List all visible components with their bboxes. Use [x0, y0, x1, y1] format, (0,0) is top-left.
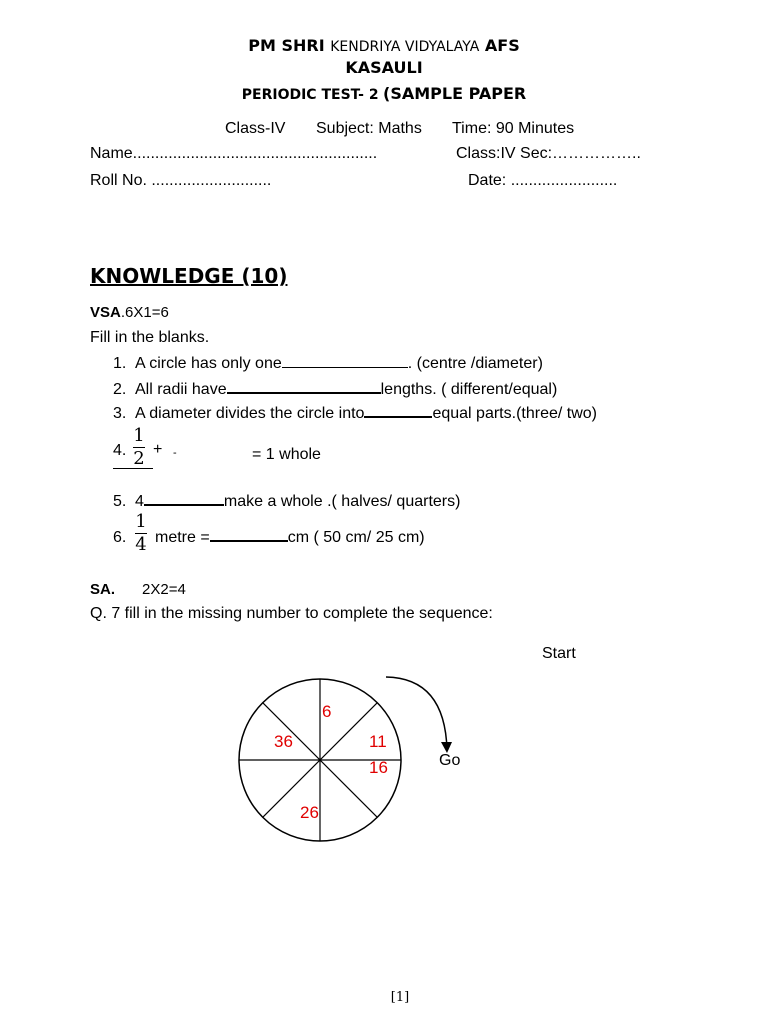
question-4-number: 4. [113, 442, 127, 459]
answer-blank [210, 539, 288, 542]
question-4-result: = 1 whole [252, 446, 321, 463]
question-text: A diameter divides the circle into [135, 405, 365, 422]
wheel-number-26: 26 [300, 803, 319, 822]
start-label: Start [542, 645, 576, 662]
wheel-number-36: 36 [274, 732, 293, 751]
question-6-text [155, 529, 425, 547]
test-title [0, 84, 768, 104]
question-6-fraction [135, 513, 147, 554]
question-4-dash: - [173, 447, 177, 459]
vsa-instruction: Fill in the blanks. [90, 329, 210, 346]
question-4-plus: + [153, 441, 163, 458]
school-name-part2: KENDRIYA VIDYALAYA [330, 39, 480, 55]
question-text: metre = [155, 529, 210, 546]
time-label: Time: 90 Minutes [452, 120, 575, 137]
question-1 [113, 355, 543, 373]
fraction-numerator: 1 [133, 425, 145, 446]
subject-label: Subject: Maths [316, 120, 422, 137]
page-number: [1] [390, 990, 410, 1005]
sa-label: SA. [90, 581, 116, 598]
fraction-numerator: 1 [135, 511, 147, 532]
answer-blank [227, 391, 381, 394]
question-options: equal parts.(three/ two) [432, 405, 597, 422]
sa-marks: 2X2=4 [142, 581, 186, 598]
question-options: make a whole .( halves/ quarters) [223, 493, 461, 510]
school-name-part1: PM SHRI [248, 36, 325, 55]
date-field: Date: ........................ [468, 172, 618, 189]
question-2 [113, 381, 558, 399]
question-number: 1. [113, 355, 127, 372]
question-number: 3. [113, 405, 127, 422]
question-text: A circle has only one [135, 355, 282, 372]
question-3 [113, 405, 597, 423]
answer-blank [364, 415, 432, 418]
question-6-number: 6. [113, 529, 127, 546]
answer-blank [144, 503, 224, 506]
roll-no-field: Roll No. ........................... [90, 172, 272, 189]
wheel-number-6: 6 [322, 702, 332, 721]
question-4-fraction [133, 427, 145, 468]
answer-blank [282, 366, 408, 368]
question-text: All radii have [135, 381, 227, 398]
vsa-marks: .6X1=6 [120, 304, 169, 321]
question-options: lengths. ( different/equal) [380, 381, 558, 398]
vsa-label: VSA [90, 304, 121, 321]
sequence-wheel [230, 660, 470, 875]
section-title: KNOWLEDGE (10) [90, 264, 288, 288]
fraction-denominator: 4 [135, 534, 147, 555]
name-field: Name....................................................... [90, 145, 378, 162]
question-number: 2. [113, 381, 127, 398]
class-label: Class-IV [225, 120, 286, 137]
vsa-heading [90, 304, 169, 321]
go-label: Go [439, 752, 461, 769]
sa-question: Q. 7 fill in the missing number to complete the sequence: [90, 605, 493, 622]
fraction-denominator: 2 [133, 448, 145, 469]
class-sec-field: Class:IV Sec:…………….. [456, 145, 641, 162]
question-options: . (centre /diameter) [407, 355, 543, 372]
question-text: 4 [135, 493, 144, 510]
question-number: 5. [113, 493, 127, 510]
question-options: cm ( 50 cm/ 25 cm) [287, 529, 425, 546]
test-title-part1: PERIODIC TEST- 2 [241, 87, 379, 103]
question-5 [113, 493, 461, 511]
school-name-part3: AFS [484, 36, 520, 55]
wheel-number-11: 11 [369, 732, 387, 751]
question-4-underline [113, 468, 153, 469]
wheel-number-16: 16 [369, 758, 388, 777]
school-city: KASAULI [345, 58, 423, 77]
school-name [0, 36, 768, 55]
test-title-part2: (SAMPLE PAPER [383, 84, 527, 103]
